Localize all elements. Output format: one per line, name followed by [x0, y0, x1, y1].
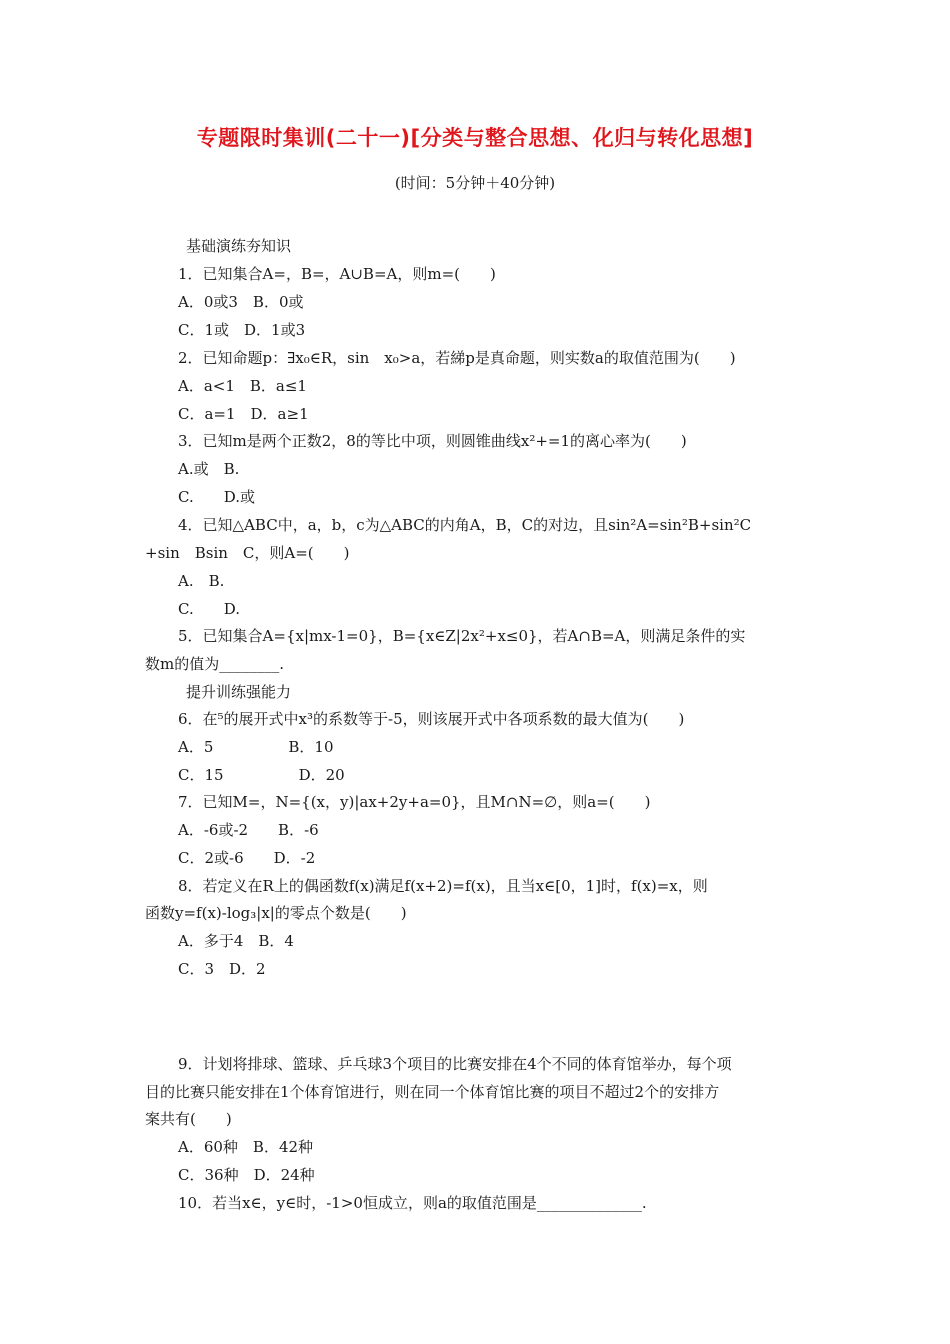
question-7-options-cd: C．2或-6 D．-2	[178, 849, 316, 867]
question-9-continued-1: 目的比赛只能安排在1个体育馆进行，则在同一个体育馆比赛的项目不超过2个的安排方	[145, 1083, 720, 1101]
question-9-options-ab: A．60种 B．42种	[178, 1138, 314, 1156]
question-6: 6．在⁵的展开式中x³的系数等于-5，则该展开式中各项系数的最大值为( )	[178, 710, 685, 728]
question-8: 8．若定义在R上的偶函数f(x)满足f(x+2)=f(x)，且当x∈[0，1]时，f(x)=x，则	[178, 877, 708, 895]
question-8-continued: 函数y=f(x)-log₃|x|的零点个数是( )	[145, 904, 407, 922]
question-7-options-ab: A．-6或-2 B．-6	[178, 821, 319, 839]
question-9-options-cd: C．36种 D．24种	[178, 1166, 315, 1184]
question-2-options-ab: A．a<1 B．a≤1	[178, 377, 307, 395]
question-1-options-ab: A．0或3 B．0或	[178, 293, 304, 311]
question-4-options-cd: C. D.	[178, 600, 240, 618]
question-6-options-ab: A．5 B．10	[178, 738, 334, 756]
question-5: 5．已知集合A={x|mx-1=0}，B={x∈Z|2x²+x≤0}，若A∩B=A，则满足条件的实	[178, 627, 746, 645]
question-4-options-ab: A. B.	[178, 572, 225, 590]
question-4: 4．已知△ABC中，a，b，c为△ABC的内角A，B，C的对边，且sin²A=sin²B+sin²C	[178, 516, 752, 534]
question-9: 9．计划将排球、篮球、乒乓球3个项目的比赛安排在4个不同的体育馆举办，每个项	[178, 1055, 732, 1073]
question-3: 3．已知m是两个正数2，8的等比中项，则圆锥曲线x²+=1的离心率为( )	[178, 432, 687, 450]
time-note: (时间：5分钟＋40分钟)	[394, 174, 556, 192]
question-2-options-cd: C．a=1 D．a≥1	[178, 405, 309, 423]
section-heading-basic: 基础演练夯知识	[186, 237, 292, 255]
question-4-continued: +sin Bsin C，则A=( )	[145, 544, 350, 562]
section-heading-advanced: 提升训练强能力	[186, 683, 292, 701]
question-10: 10．若当x∈，y∈时，-1>0恒成立，则a的取值范围是______________.	[178, 1194, 647, 1212]
question-3-options-ab: A.或 B.	[178, 460, 240, 478]
question-2: 2．已知命题p：∃x₀∈R，sin x₀>a，若綈p是真命题，则实数a的取值范围为( )	[178, 349, 736, 367]
question-9-continued-2: 案共有( )	[145, 1110, 232, 1128]
question-8-options-cd: C．3 D．2	[178, 960, 266, 978]
question-1-options-cd: C．1或 D．1或3	[178, 321, 306, 339]
question-5-continued: 数m的值为________.	[145, 655, 284, 673]
question-6-options-cd: C．15 D．20	[178, 766, 345, 784]
question-3-options-cd: C. D.或	[178, 488, 255, 506]
question-7: 7．已知M=，N={(x，y)|ax+2y+a=0}，且M∩N=∅，则a=( )	[178, 793, 651, 811]
question-8-options-ab: A．多于4 B．4	[178, 932, 294, 950]
page-title: 专题限时集训(二十一)[分类与整合思想、化归与转化思想]	[196, 126, 754, 150]
question-1: 1．已知集合A=，B=，A∪B=A，则m=( )	[178, 265, 496, 283]
